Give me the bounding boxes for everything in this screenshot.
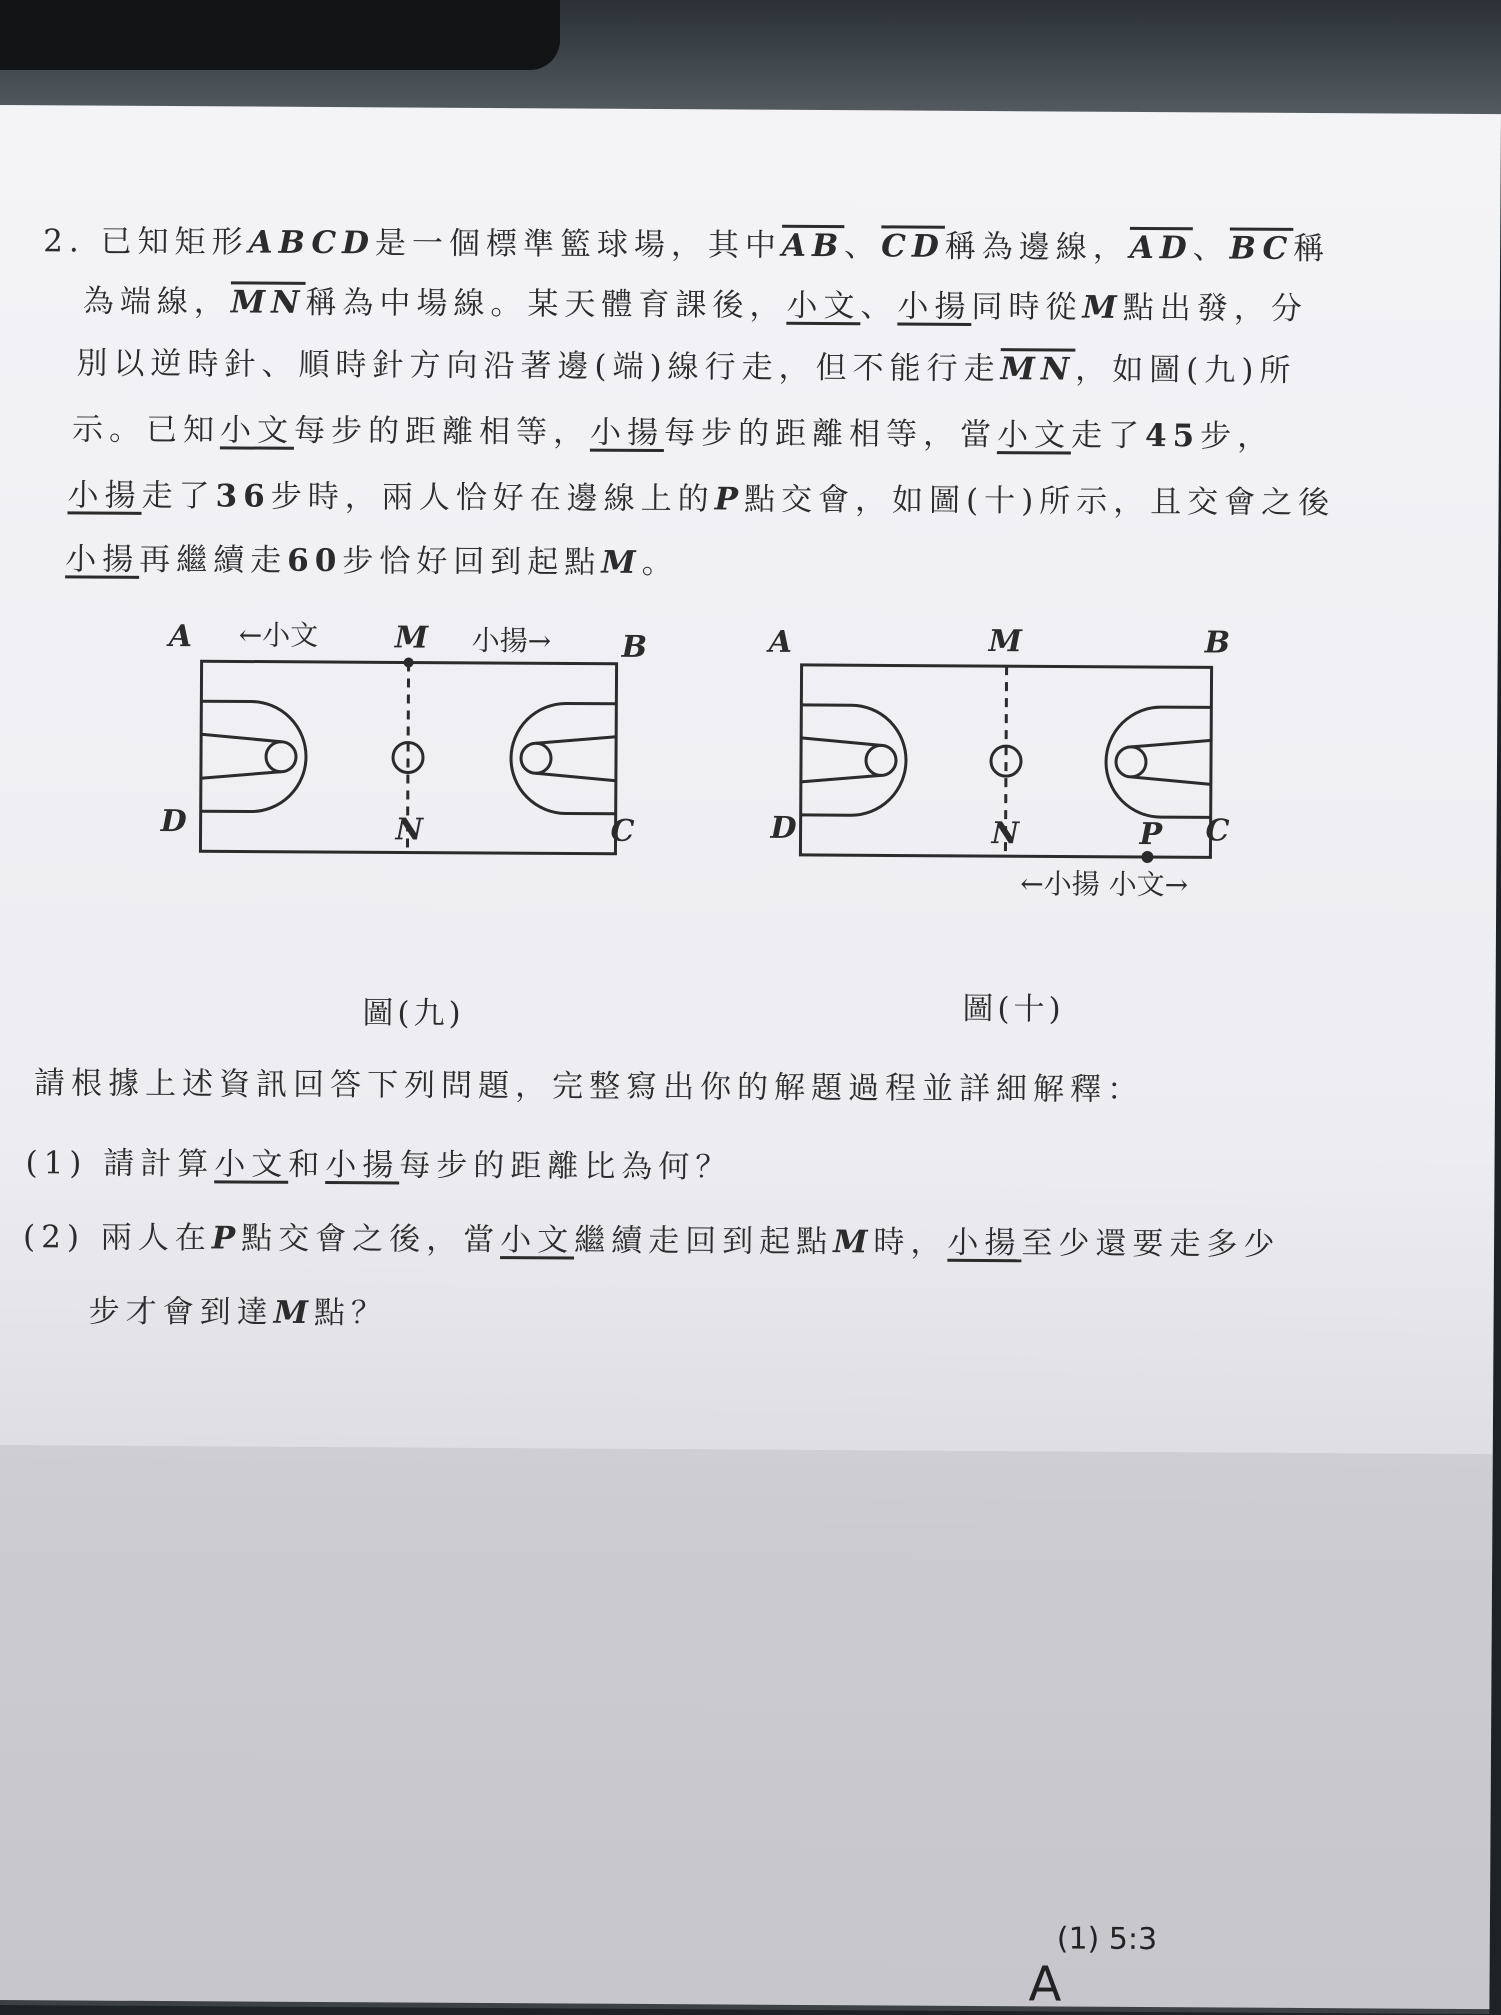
left-hoop <box>866 745 896 775</box>
arrow-xiaoyang: 小揚→ <box>471 623 552 658</box>
desk-object <box>0 0 560 70</box>
right-key-line-bottom <box>536 773 616 780</box>
point-p-dot <box>1141 851 1153 863</box>
label-d: D <box>160 803 187 840</box>
left-key-line-top <box>801 738 881 745</box>
handwritten-answer: (1) 5:3 <box>1056 1921 1158 1958</box>
right-key-line-top <box>1131 740 1211 747</box>
point-m-dot <box>404 657 414 667</box>
problem-line-1: 2. 已知矩形ABCD是一個標準籃球場，其中$\overline{AB}$、$\overline{CD}$稱為邊線，$\overline{AD}$、$\overline{BC}$稱 <box>43 223 1331 268</box>
right-key-line-bottom <box>1131 777 1211 784</box>
label-a: A <box>168 619 193 655</box>
right-key <box>1106 707 1212 818</box>
label-c: C <box>1205 813 1230 849</box>
left-key <box>201 701 307 812</box>
right-key <box>511 703 617 814</box>
handwritten-mark: A <box>1028 1956 1062 2013</box>
left-key-line-bottom <box>801 775 881 782</box>
right-key-line-top <box>536 736 616 743</box>
problem-number: 2. <box>43 223 85 260</box>
figure-10-court <box>755 610 1277 943</box>
arrows-label: ←小揚 小文→ <box>1020 867 1189 902</box>
problem-line-5: 小揚走了36步時，兩人恰好在邊線上的P點交會，如圖(十)所示，且交會之後 <box>67 477 1336 522</box>
question-2-line-1: (2) 兩人在P點交會之後，當小文繼續走回到起點M時，小揚至少還要走多少 <box>22 1219 1281 1263</box>
label-m: M <box>394 620 429 656</box>
question-2-line-2: 步才會到達M點？ <box>88 1293 389 1332</box>
label-c: C <box>610 813 635 849</box>
label-n: N <box>991 816 1020 852</box>
instructions: 請根據上述資訊回答下列問題，完整寫出你的解題過程並詳細解釋： <box>33 1065 1145 1109</box>
figure-9-court <box>155 606 677 869</box>
right-hoop <box>521 743 551 773</box>
problem-line-2: 為端線，$\overline{MN}$稱為中場線。某天體育課後，小文、小揚同時從M點出發，分 <box>82 283 1308 327</box>
paper-shadow <box>0 1445 1493 2014</box>
left-hoop <box>266 742 296 772</box>
arrow-xiaowen: ←小文 <box>238 618 319 652</box>
left-key-line-bottom <box>201 771 281 778</box>
problem-line-6: 小揚再繼續走60步恰好回到起點M。 <box>65 541 679 582</box>
question-1: (1) 請計算小文和小揚每步的距離比為何？ <box>25 1145 733 1186</box>
problem-line-4: 示。已知小文每步的距離相等，小揚每步的距離相等，當小文走了45步， <box>71 411 1275 455</box>
right-hoop <box>1116 747 1146 777</box>
problem-line-3: 別以逆時針、順時針方向沿著邊(端)線行走，但不能行走$\overline{MN}$，如圖(九)所 <box>76 345 1297 389</box>
label-b: B <box>1204 625 1231 661</box>
label-d: D <box>770 810 797 846</box>
left-key <box>801 705 907 816</box>
label-a: A <box>768 624 793 660</box>
label-p: P <box>1139 816 1163 853</box>
figure-10-caption: 圖(十) <box>962 990 1065 1028</box>
worksheet-paper <box>0 105 1501 2013</box>
label-n: N <box>395 812 424 848</box>
label-m: M <box>988 624 1023 660</box>
label-b: B <box>621 629 648 665</box>
left-key-line-top <box>201 734 281 741</box>
figure-9-caption: 圖(九) <box>362 995 465 1032</box>
